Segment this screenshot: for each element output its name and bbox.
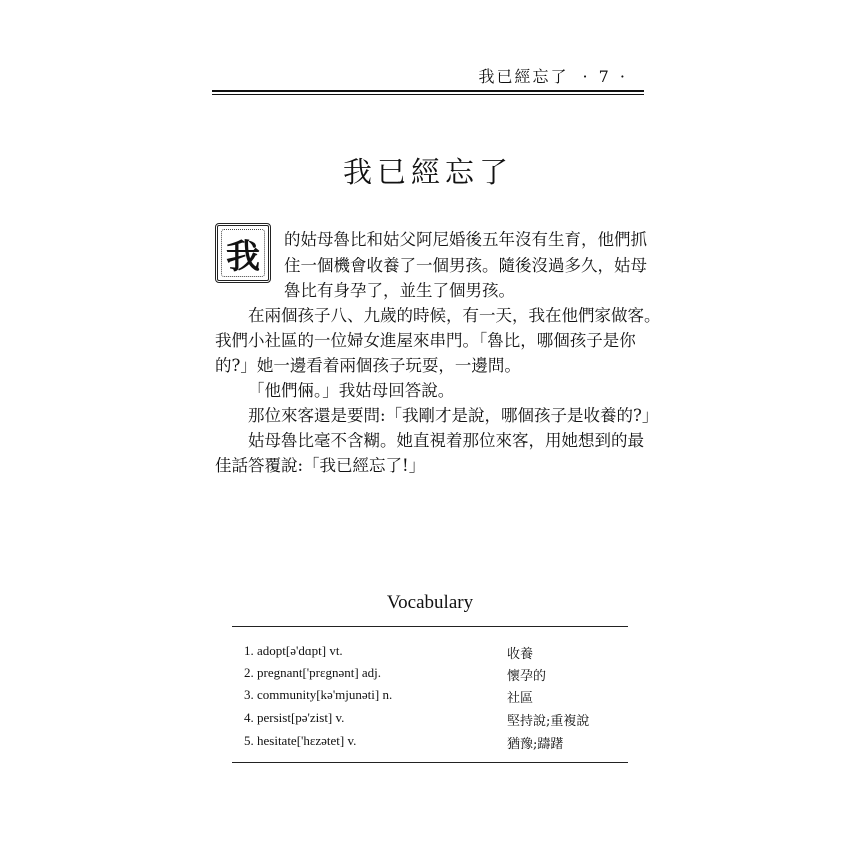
vocabulary-term: 4. persist[pə'zist] v. — [244, 710, 345, 725]
story-line: 在兩個孩子八、九歲的時候，有一天，我在他們家做客。 — [248, 306, 661, 325]
story-line: 「他們倆。」我姑母回答說。 — [248, 381, 455, 400]
running-header — [212, 64, 644, 90]
vocabulary-title: Vocabulary — [386, 592, 474, 613]
story-title: 我已經忘了 — [342, 155, 513, 189]
running-header-title: 我已經忘了 — [478, 67, 569, 86]
story-line: 我們小社區的一位婦女進屋來串門。「魯比，哪個孩子是你 — [215, 331, 636, 350]
story-line: 住一個機會收養了一個男孩。隨後沒過多久，姑母 — [284, 256, 647, 275]
vocabulary-rule-bottom — [232, 762, 628, 763]
vocabulary-meaning: 社區 — [507, 691, 534, 706]
header-rule-thin — [212, 94, 644, 95]
vocabulary-rule-top — [232, 626, 628, 627]
vocabulary-item — [244, 643, 624, 666]
story-line: 那位來客還是要問:「我剛才是說，哪個孩子是收養的?」 — [248, 406, 659, 425]
vocabulary-meaning: 懷孕的 — [507, 669, 547, 684]
header-rule-thick — [212, 90, 644, 92]
vocabulary-meaning: 收養 — [507, 647, 534, 662]
page-number: · 7 · — [582, 67, 628, 86]
story-line: 佳話答覆說:「我已經忘了!」 — [215, 456, 426, 475]
vocabulary-meaning: 堅持說;重複說 — [507, 714, 590, 729]
drop-cap — [215, 223, 271, 283]
vocabulary-item — [244, 733, 624, 756]
vocabulary-term: 1. adopt[ə'dɑpt] vt. — [244, 643, 343, 658]
story-line: 的?」她一邊看着兩個孩子玩耍，一邊問。 — [215, 356, 521, 375]
vocabulary-item — [244, 687, 624, 710]
drop-cap-char: 我 — [226, 236, 260, 277]
vocabulary-term: 5. hesitate['hɛzətet] v. — [244, 733, 357, 748]
vocabulary-term: 2. pregnant['prɛgnənt] adj. — [244, 665, 382, 680]
vocabulary-meaning: 猶豫;躊躇 — [507, 737, 564, 752]
vocabulary-item — [244, 665, 624, 688]
story-line: 姑母魯比毫不含糊。她直視着那位來客，用她想到的最 — [248, 431, 644, 450]
vocabulary-term: 3. community[kə'mjunəti] n. — [244, 687, 393, 702]
story-line: 魯比有身孕了，並生了個男孩。 — [284, 281, 515, 300]
story-line: 的姑母魯比和姑父阿尼婚後五年沒有生育，他們抓 — [284, 230, 647, 249]
vocabulary-item — [244, 710, 624, 733]
